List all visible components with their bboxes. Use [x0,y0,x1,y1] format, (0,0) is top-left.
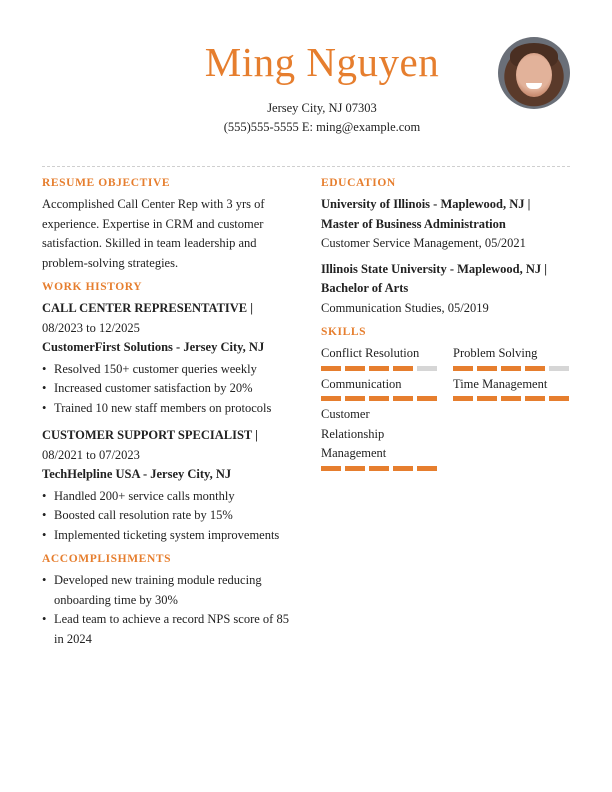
job-company: CustomerFirst Solutions - Jersey City, NJ [42,340,265,354]
skill-level-segment [525,396,545,401]
skill-level-segment [417,396,437,401]
education-entry [321,195,576,254]
job-bullet: • Trained 10 new staff members on protocols [42,399,297,419]
skill-level-segment [453,366,473,371]
skill-name: Time Management [453,376,548,391]
skill-level-segment [321,466,341,471]
education-degree: Master of Business Administration [321,216,506,231]
skill-level-segment [417,366,437,371]
right-column [321,175,576,471]
skill-level-segment [369,396,389,401]
candidate-name: Ming Nguyen [204,39,440,85]
skill-level-bar [321,396,439,401]
skill-name: Conflict Resolution [321,346,420,360]
objective-text: Accomplished Call Center Rep with 3 yrs of experience. Expertise in CRM and customer satisfaction. Skilled in team leadership and problem-solving strategies. [42,197,265,270]
skill-level-segment [477,366,497,371]
skill-level-segment [393,466,413,471]
objective-heading: RESUME OBJECTIVE [42,177,171,189]
job-bullet: • Resolved 150+ customer queries weekly [42,360,297,380]
education-detail: Customer Service Management, 05/2021 [321,236,526,250]
skill-level-segment [393,366,413,371]
education-school: University of Illinois - Maplewood, NJ | [321,197,531,211]
skill-level-bar [321,366,439,371]
job-bullet: • Boosted call resolution rate by 15% [42,506,297,526]
job-entry [42,299,297,418]
education-degree: Bachelor of Arts [321,281,409,295]
skill-level-segment [525,366,545,371]
education-detail: Communication Studies, 05/2019 [321,300,489,315]
skill-level-segment [345,366,365,371]
contact-line: (555)555-5555 E: ming@example.com [223,120,421,134]
skill-level-bar [321,466,439,471]
skill-item [321,375,439,402]
job-dates: 08/2023 to 12/2025 [42,320,140,335]
work-history-heading: WORK HISTORY [42,281,143,293]
skill-item [453,375,571,402]
job-bullets [42,487,297,546]
skill-level-segment [549,396,569,401]
skill-level-bar [453,396,571,401]
skill-level-segment [369,466,389,471]
job-title: CUSTOMER SUPPORT SPECIALIST | [42,428,258,442]
skill-level-segment [477,396,497,401]
profile-photo [498,37,570,109]
skills-grid [321,344,576,471]
skill-level-segment [501,396,521,401]
education-school: Illinois State University - Maplewood, NJ | [321,261,548,276]
job-bullets [42,360,297,419]
skill-level-segment [321,366,341,371]
accomplishments-heading: ACCOMPLISHMENTS [42,553,172,565]
education-entry [321,260,576,319]
skill-level-segment [549,366,569,371]
skill-level-segment [417,466,437,471]
skill-name: Customer Relationship Management [321,407,387,460]
skill-name: Problem Solving [453,346,538,360]
accomplishment-bullet: • Developed new training module reducing onboarding time by 30% [42,571,297,610]
skill-level-segment [345,396,365,401]
job-bullet: • Increased customer satisfaction by 20% [42,379,297,399]
skill-level-segment [393,396,413,401]
skills-heading: SKILLS [321,326,367,338]
accomplishment-bullet: • Lead team to achieve a record NPS score of 85 in 2024 [42,610,297,649]
accomplishment-bullets [42,571,297,649]
job-company: TechHelpline USA - Jersey City, NJ [42,467,232,481]
education-heading: EDUCATION [321,177,396,189]
left-column [42,175,297,649]
job-dates: 08/2021 to 07/2023 [42,447,140,462]
skill-item [321,344,439,371]
job-title: CALL CENTER REPRESENTATIVE | [42,301,254,315]
skill-level-segment [345,466,365,471]
photo-face [516,53,552,97]
skill-level-segment [453,396,473,401]
skill-level-segment [501,366,521,371]
skill-item [453,344,571,371]
skill-item [321,405,439,471]
skill-level-bar [453,366,571,371]
skill-level-segment [321,396,341,401]
address: Jersey City, NJ 07303 [267,101,377,115]
job-entry [42,426,297,545]
job-bullet: • Implemented ticketing system improvements [42,526,297,546]
skill-name: Communication [321,376,402,391]
header-divider [42,166,570,167]
job-bullet: • Handled 200+ service calls monthly [42,487,297,507]
skill-level-segment [369,366,389,371]
